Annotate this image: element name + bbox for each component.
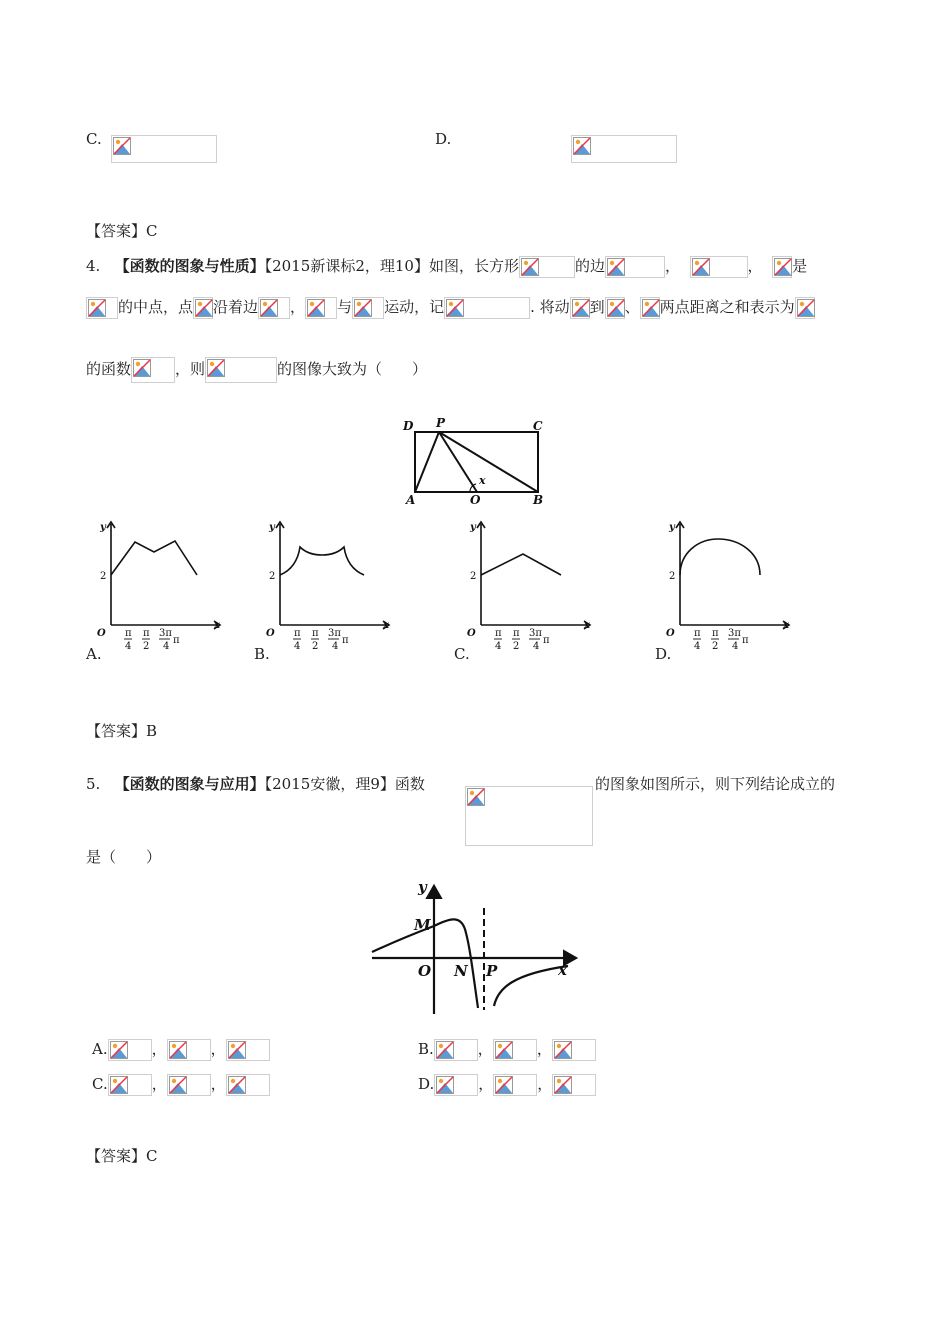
broken-image-icon bbox=[493, 1039, 537, 1061]
answer-label: 【答案】 bbox=[86, 1147, 147, 1165]
question-topic: 【函数的图象与应用】 bbox=[114, 775, 265, 793]
broken-image-icon bbox=[108, 1074, 152, 1096]
broken-image-icon bbox=[444, 297, 530, 319]
tick-label-2: 2 bbox=[100, 571, 107, 582]
segment-pa bbox=[415, 432, 439, 492]
broken-image-icon bbox=[193, 297, 213, 319]
broken-image-icon bbox=[226, 1039, 270, 1061]
axis-label-x: x bbox=[584, 620, 590, 631]
separator: ， bbox=[478, 1075, 494, 1093]
broken-image-icon bbox=[552, 1039, 596, 1061]
q4-option-d: D. bbox=[655, 645, 672, 663]
broken-image-icon bbox=[352, 297, 384, 319]
q4-line-2 bbox=[86, 296, 815, 319]
tick-denominator-4: 4 bbox=[125, 641, 132, 652]
origin-label: O bbox=[467, 628, 476, 639]
question-text: ， bbox=[290, 298, 306, 316]
question-text: ，则 bbox=[175, 360, 206, 378]
broken-image-icon bbox=[772, 256, 792, 278]
label-y: y bbox=[418, 878, 427, 896]
q4-option-b: B. bbox=[254, 645, 270, 663]
question-text: 的图像大致为（ ） bbox=[277, 360, 428, 378]
q4-line-3 bbox=[86, 357, 427, 383]
tick-3pi-over-4: 3π bbox=[728, 628, 741, 639]
question-source: 【2015安徽，理9】 bbox=[264, 775, 395, 793]
tick-3pi-over-4: 3π bbox=[328, 628, 341, 639]
label-m: M bbox=[414, 916, 431, 934]
tick-denominator-2: 2 bbox=[712, 641, 719, 652]
label-p: P bbox=[436, 416, 446, 430]
q5-option-d bbox=[418, 1073, 596, 1096]
question-text: 与 bbox=[337, 298, 353, 316]
question-text: 、 bbox=[624, 298, 640, 316]
option-c bbox=[86, 130, 102, 148]
origin-label: O bbox=[97, 628, 106, 639]
tick-3pi-over-4: 3π bbox=[159, 628, 172, 639]
tick-denominator-2: 2 bbox=[312, 641, 319, 652]
function-curve bbox=[111, 541, 197, 575]
function-curve bbox=[680, 539, 760, 575]
question-text: 的边 bbox=[574, 257, 605, 275]
question-text: 两点距离之和表示为 bbox=[659, 298, 795, 316]
broken-image-icon bbox=[690, 256, 748, 278]
broken-image-icon bbox=[571, 135, 677, 163]
tick-3pi-over-4: 3π bbox=[529, 628, 542, 639]
q5-option-c bbox=[92, 1073, 270, 1096]
answer-value: C bbox=[146, 222, 158, 240]
q5-line-1-end: 的图象如图所示，则下列结论成立的 bbox=[595, 775, 836, 793]
broken-image-icon bbox=[111, 135, 217, 163]
question-text: ， bbox=[664, 257, 680, 275]
tick-pi-over-2: π bbox=[312, 628, 319, 639]
separator: ， bbox=[477, 1040, 493, 1058]
option-d-label: D. bbox=[435, 130, 452, 148]
q4-line-1 bbox=[86, 255, 807, 278]
label-x: x bbox=[479, 474, 486, 487]
broken-image-icon bbox=[167, 1039, 211, 1061]
q4-answer bbox=[86, 720, 157, 741]
q4-option-c: C. bbox=[454, 645, 470, 663]
q5-answer bbox=[86, 1145, 158, 1166]
question-text: 是 bbox=[792, 257, 808, 275]
broken-image-icon bbox=[465, 786, 593, 846]
label-n: N bbox=[454, 962, 468, 980]
broken-image-icon bbox=[519, 256, 575, 278]
tick-denominator-2: 2 bbox=[513, 641, 520, 652]
axis-label-y: y bbox=[669, 522, 675, 533]
option-d bbox=[435, 130, 451, 148]
label-d: D bbox=[403, 419, 414, 433]
q5-line-1 bbox=[86, 773, 425, 795]
question-text: 如图，长方形 bbox=[428, 257, 519, 275]
broken-image-icon bbox=[226, 1074, 270, 1096]
question-text: . 将动 bbox=[530, 298, 570, 316]
option-c-label: C. bbox=[86, 130, 102, 148]
question-text: 到 bbox=[589, 298, 605, 316]
broken-image-icon bbox=[434, 1074, 478, 1096]
separator: ， bbox=[151, 1040, 167, 1058]
q5-line-2: 是（ ） bbox=[86, 848, 162, 866]
broken-image-icon bbox=[108, 1039, 152, 1061]
tick-label-2: 2 bbox=[470, 571, 477, 582]
tick-pi-over-4: π bbox=[294, 628, 301, 639]
axis-label-x: x bbox=[383, 620, 389, 631]
label-c: C bbox=[533, 419, 543, 433]
answer-label: 【答案】 bbox=[86, 222, 147, 240]
broken-image-icon bbox=[795, 297, 815, 319]
graph-a bbox=[93, 518, 225, 658]
tick-denominator-4: 4 bbox=[163, 641, 170, 652]
function-graph bbox=[368, 878, 583, 1018]
question-source: 【2015新课标2，理10】 bbox=[264, 257, 429, 275]
broken-image-icon bbox=[605, 297, 625, 319]
label-o: O bbox=[470, 493, 481, 507]
separator: ， bbox=[151, 1075, 167, 1093]
question-number: 5. bbox=[86, 775, 101, 793]
tick-label-2: 2 bbox=[669, 571, 676, 582]
axis-label-x: x bbox=[783, 620, 789, 631]
broken-image-icon bbox=[131, 357, 175, 383]
rectangle-abcd bbox=[415, 432, 538, 492]
broken-image-icon bbox=[640, 297, 660, 319]
broken-image-icon bbox=[205, 357, 277, 383]
tick-pi-over-2: π bbox=[712, 628, 719, 639]
label-p: P bbox=[486, 962, 498, 980]
option-label: B. bbox=[418, 1040, 434, 1058]
broken-image-icon bbox=[167, 1074, 211, 1096]
broken-image-icon bbox=[493, 1074, 537, 1096]
label-x: x bbox=[558, 961, 567, 979]
tick-pi: π bbox=[742, 635, 749, 646]
origin-label: O bbox=[666, 628, 675, 639]
tick-denominator-4: 4 bbox=[694, 641, 701, 652]
tick-pi-over-2: π bbox=[513, 628, 520, 639]
tick-pi-over-2: π bbox=[143, 628, 150, 639]
tick-denominator-4: 4 bbox=[732, 641, 739, 652]
tick-pi-over-4: π bbox=[694, 628, 701, 639]
rectangle-figure bbox=[398, 414, 558, 510]
label-b: B bbox=[533, 493, 544, 507]
separator: ， bbox=[210, 1075, 226, 1093]
axis-label-y: y bbox=[100, 522, 106, 533]
segment-po bbox=[439, 432, 477, 492]
tick-pi: π bbox=[173, 635, 180, 646]
option-label: A. bbox=[92, 1040, 108, 1058]
segment-pb bbox=[439, 432, 538, 492]
origin-label: O bbox=[266, 628, 275, 639]
broken-image-icon bbox=[258, 297, 290, 319]
answer-value: C bbox=[146, 1147, 158, 1165]
answer-label: 【答案】 bbox=[86, 722, 147, 740]
tick-denominator-4: 4 bbox=[294, 641, 301, 652]
function-curve bbox=[481, 554, 561, 575]
broken-image-icon bbox=[86, 297, 118, 319]
broken-image-icon bbox=[434, 1039, 478, 1061]
label-o: O bbox=[418, 962, 432, 980]
question-number: 4. bbox=[86, 257, 101, 275]
tick-pi-over-4: π bbox=[495, 628, 502, 639]
axis-label-x: x bbox=[214, 620, 220, 631]
option-label: C. bbox=[92, 1075, 108, 1093]
broken-image-icon bbox=[305, 297, 337, 319]
q5-option-b bbox=[418, 1038, 596, 1061]
separator: ， bbox=[536, 1040, 552, 1058]
tick-denominator-4: 4 bbox=[495, 641, 502, 652]
question-text: ， bbox=[747, 257, 763, 275]
broken-image-icon bbox=[552, 1074, 596, 1096]
separator: ， bbox=[537, 1075, 553, 1093]
graph-c bbox=[463, 518, 595, 658]
question-text: 的函数 bbox=[86, 360, 132, 378]
axis-label-y: y bbox=[269, 522, 275, 533]
graph-d bbox=[662, 518, 794, 658]
q4-option-a: A. bbox=[86, 645, 102, 663]
label-a: A bbox=[406, 493, 416, 507]
tick-denominator-2: 2 bbox=[143, 641, 150, 652]
answer-value: B bbox=[146, 722, 158, 740]
tick-pi: π bbox=[543, 635, 550, 646]
right-branch-curve bbox=[494, 966, 568, 1006]
separator: ， bbox=[210, 1040, 226, 1058]
broken-image-icon bbox=[570, 297, 590, 319]
tick-denominator-4: 4 bbox=[332, 641, 339, 652]
question-text: 沿着边 bbox=[213, 298, 259, 316]
tick-denominator-4: 4 bbox=[533, 641, 540, 652]
tick-label-2: 2 bbox=[269, 571, 276, 582]
option-label: D. bbox=[418, 1075, 435, 1093]
function-curve bbox=[280, 547, 364, 575]
question-topic: 【函数的图象与性质】 bbox=[114, 257, 265, 275]
broken-image-icon bbox=[605, 256, 665, 278]
graph-b bbox=[262, 518, 394, 658]
question-text: 的中点，点 bbox=[118, 298, 194, 316]
question-text: 函数 bbox=[394, 775, 425, 793]
q3-answer bbox=[86, 220, 158, 241]
q5-option-a bbox=[92, 1038, 270, 1061]
question-text: 运动，记 bbox=[384, 298, 445, 316]
axis-label-y: y bbox=[470, 522, 476, 533]
tick-pi-over-4: π bbox=[125, 628, 132, 639]
tick-pi: π bbox=[342, 635, 349, 646]
